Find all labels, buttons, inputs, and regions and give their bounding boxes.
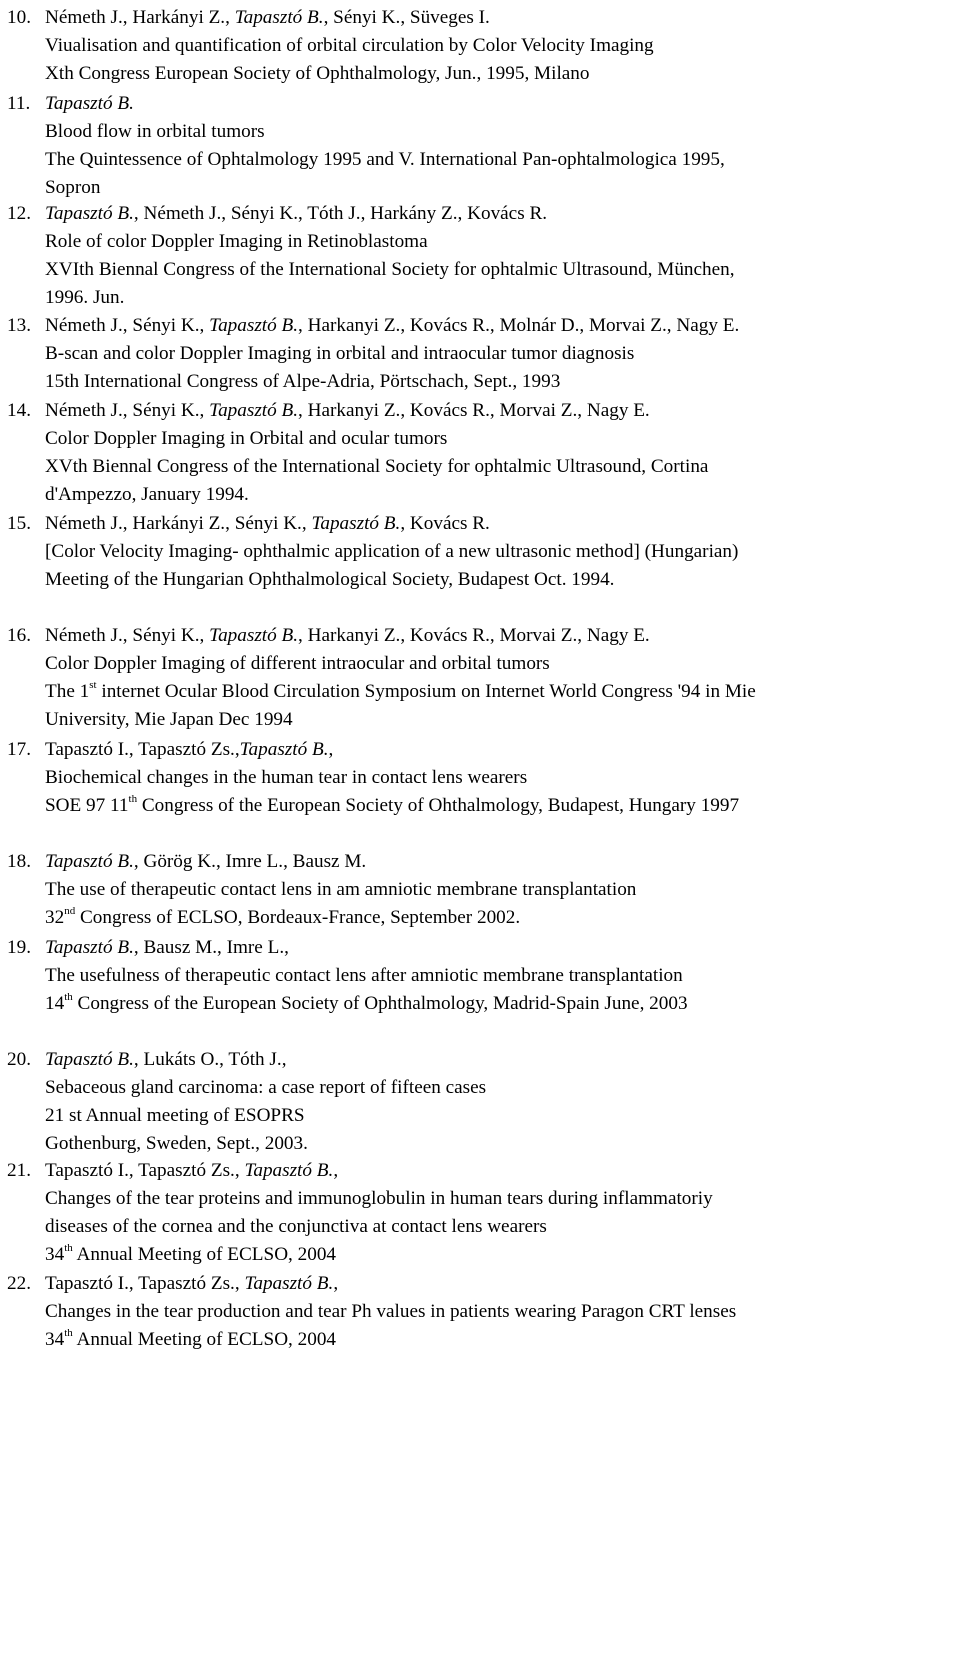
entry-title (45, 764, 955, 792)
text-run: Tapasztó I., Tapasztó Zs., (45, 739, 240, 760)
entry-title (45, 228, 955, 256)
entry-authors (45, 312, 955, 340)
text-run: The usefulness of therapeutic contact lens after amniotic membrane transplantation (45, 965, 683, 986)
entry-venue (45, 453, 955, 481)
text-run: Németh J., Sényi K., (45, 315, 210, 336)
text-run: Blood flow in orbital tumors (45, 121, 265, 142)
entry-authors (45, 1270, 955, 1298)
entry-authors (45, 1157, 955, 1185)
entry-number: 22. (7, 1273, 31, 1294)
author-highlight: Tapasztó B. (209, 625, 299, 646)
author-highlight: Tapasztó B. (311, 513, 401, 534)
entry-number: 13. (7, 315, 31, 336)
entry-text (45, 4, 955, 88)
entry-venue (45, 1213, 955, 1241)
text-run: The 1 (45, 681, 90, 702)
entry-authors (45, 510, 955, 538)
text-run: 34 (45, 1329, 65, 1350)
text-run: Németh J., Harkányi Z., Sényi K., (45, 513, 312, 534)
text-run: , (333, 1160, 339, 1181)
text-run: 14 (45, 993, 65, 1014)
entry-text (45, 1270, 955, 1354)
text-run: University, Mie Japan Dec 1994 (45, 709, 293, 730)
entry-venue (45, 1326, 955, 1354)
text-run: 1996. Jun. (45, 287, 125, 308)
text-run: B-scan and color Doppler Imaging in orbital and intraocular tumor diagnosis (45, 343, 635, 364)
text-run: Tapasztó I., Tapasztó Zs., (45, 1273, 245, 1294)
text-run: 34 (45, 1244, 65, 1265)
text-run: , Lukáts O., Tóth J., (133, 1049, 287, 1070)
entry-title (45, 962, 955, 990)
entry-title (45, 538, 955, 566)
entry-venue (45, 566, 955, 594)
author-highlight: Tapasztó B. (209, 315, 299, 336)
text-run: , Harkanyi Z., Kovács R., Morvai Z., Nagy E. (298, 400, 650, 421)
entry-authors (45, 934, 955, 962)
text-run: Viualisation and quantification of orbital circulation by Color Velocity Imaging (45, 35, 654, 56)
text-run: Congress of ECLSO, Bordeaux-France, September 2002. (75, 907, 521, 928)
superscript: th (128, 793, 138, 805)
author-highlight: Tapasztó B. (244, 1160, 334, 1181)
entry-number: 15. (7, 513, 31, 534)
superscript: th (64, 1327, 73, 1339)
entry-authors (45, 622, 955, 650)
entry-title (45, 340, 955, 368)
entry-text (45, 848, 955, 932)
text-run: The Quintessence of Ophtalmology 1995 and V. International Pan-ophtalmologica 1995, (45, 149, 725, 170)
author-highlight: Tapasztó B. (45, 937, 134, 958)
entry-venue (45, 146, 955, 174)
text-run: Tapasztó I., Tapasztó Zs., (45, 1160, 245, 1181)
entry-text (45, 510, 955, 594)
text-run: Congress of the European Society of Ohthalmology, Budapest, Hungary 1997 (137, 795, 740, 816)
text-run: Annual Meeting of ECLSO, 2004 (72, 1244, 337, 1265)
entry-authors (45, 90, 955, 118)
entry-venue (45, 1102, 955, 1130)
entry-text (45, 397, 955, 509)
text-run: Németh J., Sényi K., (45, 625, 210, 646)
author-highlight: Tapasztó B. (45, 203, 134, 224)
text-run: internet Ocular Blood Circulation Symposium on Internet World Congress '94 in Mie (96, 681, 756, 702)
entry-venue (45, 678, 955, 706)
superscript: st (89, 679, 97, 691)
entry-number: 20. (7, 1049, 31, 1070)
text-run: The use of therapeutic contact lens in am amniotic membrane transplantation (45, 879, 637, 900)
entry-authors (45, 736, 955, 764)
text-run: Gothenburg, Sweden, Sept., 2003. (45, 1133, 308, 1154)
entry-venue (45, 284, 955, 312)
text-run: Color Doppler Imaging of different intraocular and orbital tumors (45, 653, 550, 674)
author-highlight: Tapasztó B. (45, 93, 134, 114)
text-run: Changes in the tear production and tear Ph values in patients wearing Paragon CRT lenses (45, 1301, 737, 1322)
text-run: Sopron (45, 177, 101, 198)
superscript: th (64, 991, 73, 1003)
entry-venue (45, 904, 955, 932)
entry-text (45, 90, 955, 202)
text-run: Sebaceous gland carcinoma: a case report of fifteen cases (45, 1077, 487, 1098)
author-highlight: Tapasztó B. (45, 851, 134, 872)
text-run: Color Doppler Imaging in Orbital and ocular tumors (45, 428, 448, 449)
entry-title (45, 1185, 955, 1213)
entry-venue (45, 706, 955, 734)
text-run: Changes of the tear proteins and immunoglobulin in human tears during inflammatoriy (45, 1188, 713, 1209)
entry-title (45, 425, 955, 453)
text-run: Annual Meeting of ECLSO, 2004 (72, 1329, 337, 1350)
text-run: 32 (45, 907, 65, 928)
text-run: , Bausz M., Imre L., (133, 937, 289, 958)
text-run: Biochemical changes in the human tear in contact lens wearers (45, 767, 528, 788)
entry-text (45, 1157, 955, 1269)
entry-venue (45, 792, 955, 820)
text-run: diseases of the cornea and the conjunctiva at contact lens wearers (45, 1216, 547, 1237)
entry-authors (45, 1046, 955, 1074)
text-run: , (333, 1273, 339, 1294)
entry-number: 14. (7, 400, 31, 421)
entry-text (45, 934, 955, 1018)
entry-venue (45, 368, 955, 396)
entry-text (45, 736, 955, 820)
text-run: Congress of the European Society of Ophthalmology, Madrid-Spain June, 2003 (72, 993, 688, 1014)
author-highlight: Tapasztó B. (209, 400, 299, 421)
superscript: th (64, 1242, 73, 1254)
entry-number: 21. (7, 1160, 31, 1181)
text-run: 21 st Annual meeting of ESOPRS (45, 1105, 305, 1126)
entry-title (45, 876, 955, 904)
text-run: 15th International Congress of Alpe-Adria, Pörtschach, Sept., 1993 (45, 371, 561, 392)
entry-authors (45, 4, 955, 32)
text-run: Role of color Doppler Imaging in Retinoblastoma (45, 231, 428, 252)
entry-number: 19. (7, 937, 31, 958)
entry-title (45, 32, 955, 60)
text-run: XVth Biennal Congress of the International Society for ophtalmic Ultrasound, Cortina (45, 456, 709, 477)
text-run: , Harkanyi Z., Kovács R., Morvai Z., Nagy E. (298, 625, 650, 646)
entry-authors (45, 848, 955, 876)
entry-venue (45, 60, 955, 88)
text-run: Xth Congress European Society of Ophthalmology, Jun., 1995, Milano (45, 63, 590, 84)
author-highlight: Tapasztó B. (244, 1273, 334, 1294)
entry-number: 17. (7, 739, 31, 760)
author-highlight: Tapasztó B. (239, 739, 329, 760)
superscript: nd (64, 905, 76, 917)
entry-title (45, 1298, 955, 1326)
entry-authors (45, 200, 955, 228)
entry-venue (45, 990, 955, 1018)
text-run: SOE 97 11 (45, 795, 129, 816)
author-highlight: Tapasztó B. (45, 1049, 134, 1070)
text-run: XVIth Biennal Congress of the International Society for ophtalmic Ultrasound, München, (45, 259, 735, 280)
text-run: [Color Velocity Imaging- ophthalmic application of a new ultrasonic method] (Hungarian) (45, 541, 739, 562)
text-run: , Harkanyi Z., Kovács R., Molnár D., Morvai Z., Nagy E. (298, 315, 740, 336)
entry-title (45, 1074, 955, 1102)
entry-number: 18. (7, 851, 31, 872)
entry-number: 10. (7, 7, 31, 28)
entry-number: 16. (7, 625, 31, 646)
entry-title (45, 118, 955, 146)
entry-number: 12. (7, 203, 31, 224)
entry-number: 11. (7, 93, 31, 114)
text-run: , Németh J., Sényi K., Tóth J., Harkány Z., Kovács R. (133, 203, 548, 224)
entry-text (45, 312, 955, 396)
text-run: d'Ampezzo, January 1994. (45, 484, 249, 505)
entry-venue (45, 1130, 955, 1158)
text-run: , (328, 739, 334, 760)
text-run: Meeting of the Hungarian Ophthalmological Society, Budapest Oct. 1994. (45, 569, 615, 590)
author-highlight: Tapasztó B. (234, 7, 324, 28)
entry-authors (45, 397, 955, 425)
entry-text (45, 200, 955, 312)
entry-text (45, 1046, 955, 1158)
entry-text (45, 622, 955, 734)
entry-title (45, 650, 955, 678)
text-run: Németh J., Harkányi Z., (45, 7, 235, 28)
text-run: Németh J., Sényi K., (45, 400, 210, 421)
entry-venue (45, 256, 955, 284)
entry-venue (45, 1241, 955, 1269)
text-run: , Kovács R. (400, 513, 490, 534)
entry-venue (45, 174, 955, 202)
text-run: , Sényi K., Süveges I. (323, 7, 490, 28)
text-run: , Görög K., Imre L., Bausz M. (133, 851, 367, 872)
entry-venue (45, 481, 955, 509)
